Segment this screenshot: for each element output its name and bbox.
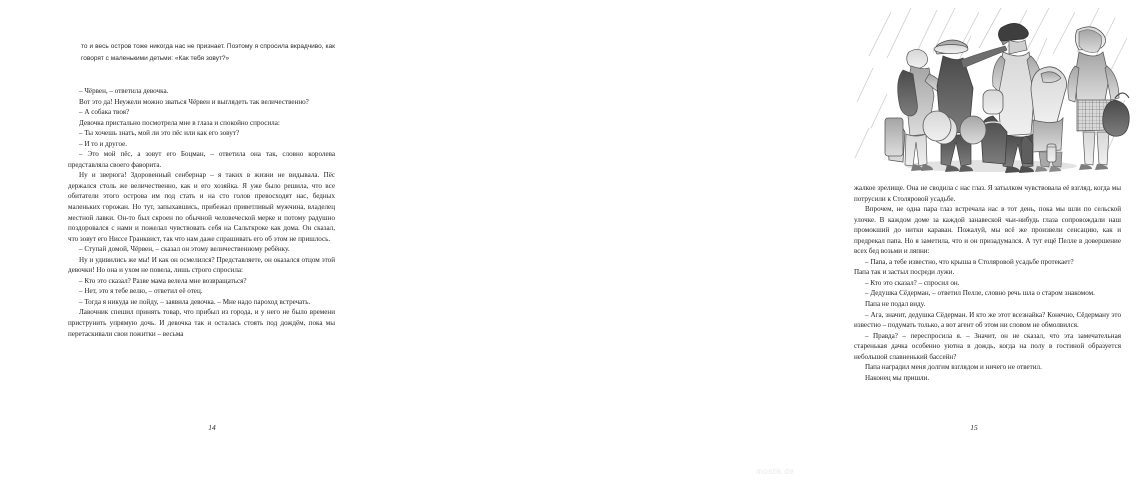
paragraph: Ну и удивились же мы! И как он осмелился? Представляете, он оказался отцом этой девочки! Но она и ухом не повела, лишь строго спросила: bbox=[68, 255, 335, 275]
left-page-intro-text bbox=[81, 41, 335, 64]
right-page bbox=[399, 0, 1121, 480]
paragraph: Папа наградил меня долгим взглядом и ничего не ответил. bbox=[865, 363, 1042, 372]
paragraph: Наконец мы пришли. bbox=[865, 373, 930, 382]
paragraph: – Кто это сказал? Разве мама велела мне возвращаться? bbox=[79, 276, 247, 285]
paragraph: – А собака твоя? bbox=[79, 108, 130, 117]
paragraph: – Нет, это я тебе велю, – ответил её отец. bbox=[79, 287, 203, 296]
paragraph: то и весь остров тоже никогда нас не признает. Поэтому я спросила вкрадчиво, как говорят с маленькими детьми: «Как тебя зовут?» bbox=[81, 43, 335, 62]
page-number-right: 15 bbox=[970, 423, 978, 432]
paragraph: – Тогда я никуда не пойду, – заявила девочка. – Мне надо пароход встречать. bbox=[79, 297, 311, 306]
paragraph: Лавочник спешил принять товар, что прибыл из города, и у него не было времени приструнить упрямую дочь. И девочка так и осталась стоять под дождём, пока мы перетаскивали свои пожитки – весьма bbox=[68, 308, 335, 338]
paragraph: жалкое зрелище. Она не сводила с нас глаз. Я затылком чувствовала её взгляд, когда мы потрусили к Столяровой усадьбе. bbox=[854, 184, 1121, 203]
paragraph: Папа так и застыл посреди лужи. bbox=[854, 268, 955, 277]
paragraph: – Ступай домой, Чёрвен, – сказал он этому величественному ребёнку. bbox=[79, 245, 290, 254]
paragraph: – Дедушка Сёдерман, – ответил Пелле, словно речь шла о старом знакомом. bbox=[865, 289, 1095, 298]
paragraph: Девочка пристально посмотрела мне в глаза и спокойно спросила: bbox=[79, 118, 280, 127]
left-page-body-text bbox=[68, 86, 335, 339]
left-page bbox=[0, 0, 399, 480]
paragraph: – Это мой пёс, а зовут его Боцман, – ответила она так, словно королева представляла своего фаворита. bbox=[68, 150, 335, 169]
group-of-travellers-in-the-rain-illustration bbox=[851, 8, 1137, 176]
paragraph: – Ты хочешь знать, мой ли это пёс или как его зовут? bbox=[79, 129, 240, 138]
paragraph: Впрочем, не одна пара глаз встречала нас в тот день, пока мы шли по сельской улочке. В каждом доме за каждой занавеской чьи-нибудь глаза сопровождали наш промокший до нитки караван. Пожалуй, мы всё же произвели сенсацию, как и предрекал папа. Но я заметила, что и он призадумался. А тут ещё Пелле в довершение всех бед возьми и ляпни: bbox=[854, 205, 1121, 256]
right-page-body-text bbox=[854, 183, 1121, 383]
paragraph: Ну и зверюга! Здоровенный сенбернар – я таких в жизни не видывала. Пёс держался столь же величественно, как и его хозяйка. Я уже было решила, что все обитатели этого острова им под стать и на сто голов превосходят нас, бедных маленьких горожан. Но тут, запыхавшись, прибежал приветливый мужчина, владелец местной лавки. Он-то был скроен по обычной человеческой мерке и потому радушно поздоровался с нами и пожелал чувствовать себя на Сальткроке как дома. Он сказал, что зовут его Ниссе Гранквист, так что нам даже спрашивать его об этом не пришлось. bbox=[68, 171, 335, 243]
paragraph: Вот это да! Неужели можно зваться Чёрвен и выглядеть так величественно? bbox=[79, 97, 309, 106]
paragraph: – Ага, значит, дедушка Сёдерман. И кто же этот всезнайка? Конечно, Сёдерману это известно – подумать только, а вот агент об этом ни словом не обмолвился. bbox=[854, 310, 1121, 330]
paragraph: – Правда? – переспросила я. – Значит, он не сказал, что эта замечательная старенькая дачка особенно уютна в дождь, когда на полу в гостиной образуется небольшой славненький бассейн? bbox=[854, 331, 1121, 361]
page-number-left: 14 bbox=[208, 423, 216, 432]
paragraph: – И то и другое. bbox=[79, 139, 128, 148]
watermark: mostik.de bbox=[756, 467, 794, 476]
paragraph: Папа не подал виду. bbox=[865, 300, 926, 309]
paragraph: – Чёрвен, – ответила девочка. bbox=[79, 87, 169, 95]
paragraph: – Кто это сказал? – спросил он. bbox=[865, 278, 960, 287]
paragraph: – Папа, а тебе известно, что крыша в Столяровой усадьбе протекает? bbox=[865, 257, 1074, 266]
